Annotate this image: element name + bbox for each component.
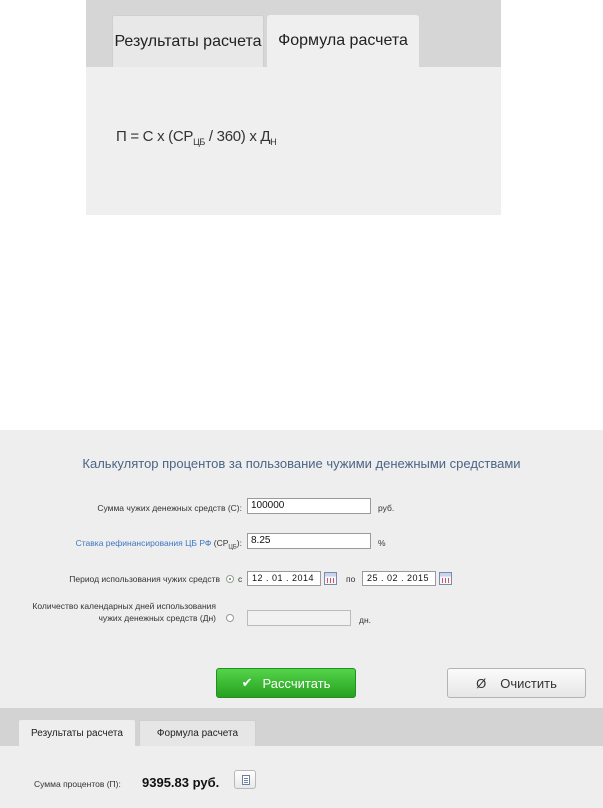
days-label-line2: чужих денежных средств (Дн) <box>98 613 216 623</box>
calculate-label: Рассчитать <box>262 675 331 691</box>
tab-results[interactable]: Результаты расчета <box>112 15 264 67</box>
sum-label: Сумма чужих денежных средств (С): <box>97 503 242 513</box>
rate-label-sub: ЦБ <box>228 544 237 551</box>
from-label: с <box>238 574 243 584</box>
formula-part: П = С х (СР <box>116 128 194 145</box>
calculate-button[interactable] <box>216 668 356 698</box>
rate-input[interactable]: 8.25 <box>247 533 371 549</box>
to-date-input[interactable]: 25 . 02 . 2015 <box>362 571 436 586</box>
results-tabbar <box>0 708 603 746</box>
formula-sub: ЦБ <box>193 137 206 147</box>
days-label <box>6 600 216 624</box>
period-label: Период использования чужих средств <box>69 574 220 584</box>
calendar-icon[interactable] <box>324 572 337 585</box>
calculator-title: Калькулятор процентов за пользование чужими денежными средствами <box>82 456 521 471</box>
copy-icon <box>242 775 250 785</box>
rate-label-suffix: (СР <box>213 538 229 548</box>
rate-link[interactable]: Ставка рефинансирования ЦБ РФ <box>75 538 212 548</box>
rate-label-end: ): <box>236 538 242 548</box>
days-label-line1: Количество календарных дней использования <box>32 601 216 611</box>
calculator <box>0 430 603 808</box>
sum-unit: руб. <box>378 503 395 513</box>
rate-unit: % <box>378 538 386 548</box>
formula-panel <box>86 0 501 215</box>
sum-input[interactable]: 100000 <box>247 498 371 514</box>
tab-formula[interactable]: Формула расчета <box>267 15 419 67</box>
to-label: по <box>346 574 356 584</box>
tab-results[interactable]: Результаты расчета <box>19 720 135 746</box>
from-date-input[interactable]: 12 . 01 . 2014 <box>247 571 321 586</box>
result-value: 9395.83 руб. <box>142 775 220 790</box>
rate-label <box>20 538 242 551</box>
copy-button[interactable] <box>234 770 256 789</box>
period-radio[interactable] <box>226 575 234 583</box>
result-label: Сумма процентов (П): <box>34 779 121 789</box>
formula-text <box>116 128 276 147</box>
checkmark-icon: ✔ <box>241 675 253 690</box>
formula-part: / 360) х Д <box>205 128 271 145</box>
formula-panel-tabbar <box>86 0 501 67</box>
days-unit: дн. <box>359 615 372 625</box>
days-radio[interactable] <box>226 614 234 622</box>
clear-icon: Ø <box>476 675 487 691</box>
clear-label: Очистить <box>500 675 557 691</box>
formula-sub: Н <box>270 137 277 147</box>
calendar-icon[interactable] <box>439 572 452 585</box>
days-input[interactable] <box>247 610 351 626</box>
clear-button[interactable] <box>447 668 586 698</box>
tab-formula[interactable]: Формула расчета <box>139 720 256 746</box>
